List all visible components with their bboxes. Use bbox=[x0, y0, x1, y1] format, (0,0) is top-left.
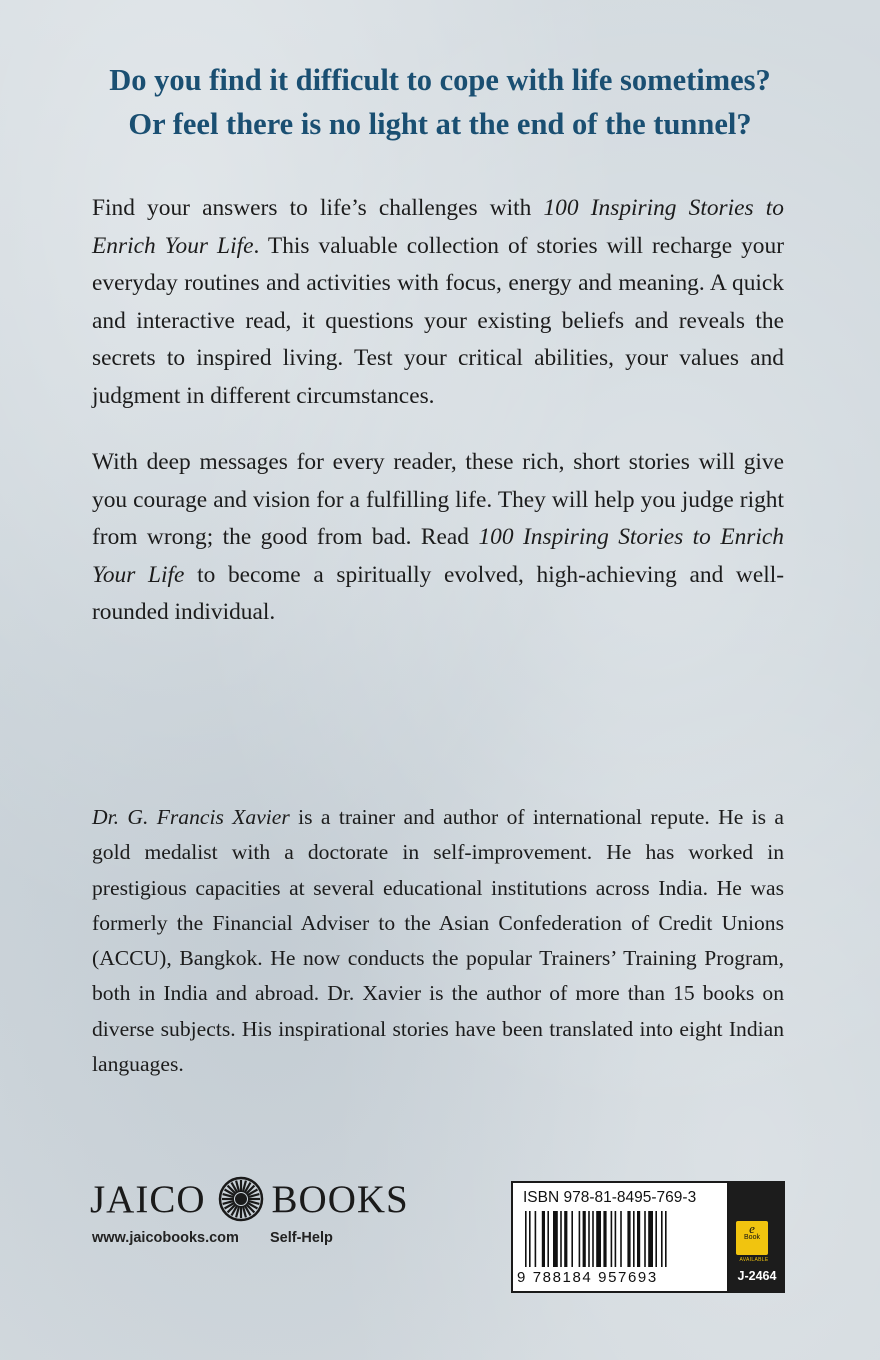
author-name: Dr. G. Francis Xavier bbox=[92, 805, 290, 829]
isbn-label: ISBN 978-81-8495-769-3 bbox=[523, 1189, 697, 1206]
book-title-reference: 100 Inspiring Stories to Enrich Your Life bbox=[92, 524, 784, 588]
headline-line-2: Or feel there is no light at the end of the tunnel? bbox=[128, 107, 752, 141]
ebook-word: Book bbox=[744, 1234, 760, 1241]
ebook-availability: AVAILABLE bbox=[739, 1257, 769, 1263]
wheel-emblem-icon bbox=[218, 1176, 264, 1222]
author-bio-text: is a trainer and author of international repute. He is a gold medalist with a doctorate in self-improvement. He has worked in prestigious capacities at several educational institutions across India. He was formerly the Financial Adviser to the Asian Confederation of Credit Unions (ACCU), Bangkok. He now conducts the popular Trainers’ Training Program, both in India and abroad. Dr. Xavier is the author of more than 15 books on diverse subjects. His inspirational stories have been translated into eight Indian languages. bbox=[92, 805, 784, 1077]
publisher-name-left: JAICO bbox=[90, 1177, 206, 1221]
paragraph-1-rest: . This valuable collection of stories will recharge your everyday routines and activities with focus, energy and meaning. A quick and interactive read, it questions your existing beliefs and reveals the secrets to inspired living. Test your critical abilities, your values and judgment in different circumstances. bbox=[92, 232, 784, 409]
book-category: Self-Help bbox=[270, 1230, 333, 1246]
book-title-reference: 100 Inspiring Stories to Enrich Your Life bbox=[92, 195, 784, 259]
description-paragraph-2 bbox=[92, 444, 784, 632]
headline-line-1: Do you find it difficult to cope with life sometimes? bbox=[109, 63, 771, 97]
ebook-letter: e bbox=[749, 1221, 755, 1236]
publisher-name-right: BOOKS bbox=[271, 1177, 409, 1221]
publisher-logo bbox=[90, 1176, 409, 1222]
isbn-barcode bbox=[511, 1181, 729, 1293]
paragraph-1-lead: Find your answers to life’s challenges with bbox=[92, 195, 544, 221]
ebook-panel bbox=[729, 1181, 785, 1293]
paragraph-2-rest: to become a spiritually evolved, high-achieving and well-rounded individual. bbox=[92, 561, 784, 626]
headline bbox=[40, 58, 840, 146]
publisher-website[interactable]: www.jaicobooks.com bbox=[92, 1230, 239, 1246]
catalog-code: J-2464 bbox=[737, 1269, 777, 1283]
author-bio bbox=[92, 800, 784, 1082]
ebook-icon bbox=[736, 1221, 768, 1255]
barcode-icon bbox=[525, 1211, 719, 1267]
paragraph-2-lead: With deep messages for every reader, these rich, short stories will give you courage and vision for a fulfilling life. They will help you judge right from wrong; the good from bad. Read bbox=[92, 449, 784, 551]
barcode-digits: 9 788184 957693 bbox=[517, 1269, 658, 1286]
description-paragraph-1 bbox=[92, 190, 784, 416]
